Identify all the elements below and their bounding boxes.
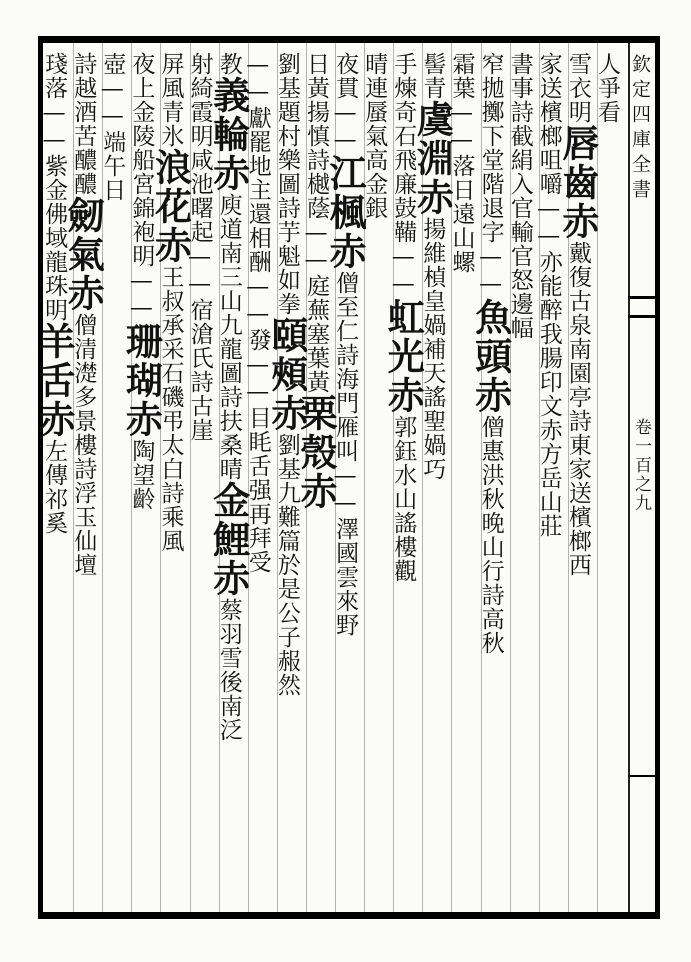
text-column (264, 52, 309, 904)
column-rule (131, 43, 132, 912)
gloss-text: 手煉奇石飛廉鼓鞴—— (390, 52, 417, 298)
gloss-text: 晴連蜃氣高金銀 (361, 52, 388, 220)
gloss-text: 家送檳榔咀嚼——亦能醉我腸印文赤方岳山莊 (535, 52, 562, 538)
gloss-text: 夜貫—— (332, 52, 359, 154)
margin-book-title: 欽定四庫全書 (629, 54, 651, 204)
text-column (32, 52, 77, 904)
border-top (38, 36, 660, 43)
text-column (206, 52, 251, 904)
gloss-text: 屏風青氷 (157, 52, 184, 148)
gloss-text: 日黃揚慎詩樾蔭——庭蕪塞葉黃 (302, 52, 329, 394)
gloss-text: 戴復古泉南園亭詩東家送檳榔西 (564, 241, 591, 577)
column-rule (568, 43, 569, 912)
gloss-text: 霜葉——落日遠山螺 (448, 52, 475, 274)
text-column (593, 52, 625, 904)
column-rule (481, 43, 482, 912)
gloss-text: 劉基九難篇於是公子赧然 (273, 433, 300, 697)
gloss-text: 人爭看 (593, 52, 620, 124)
gloss-text: 雪衣明 (564, 52, 591, 124)
text-column (186, 52, 218, 904)
text-column (381, 52, 426, 904)
text-column (293, 52, 338, 904)
headword: 金鯉赤 (206, 481, 251, 598)
headword: 江楓赤 (323, 154, 368, 271)
column-rule (539, 43, 540, 912)
headword: 唇齒赤 (555, 124, 600, 241)
gloss-text: 詩越酒苦醲醲 (70, 52, 97, 196)
column-rule (277, 43, 278, 912)
text-column (244, 52, 276, 904)
headword: 羊舌赤 (32, 322, 77, 439)
column-rule (393, 43, 394, 912)
text-column (361, 52, 392, 904)
gloss-text: 僧清濋多景樓詩浮玉仙壇 (70, 313, 97, 577)
margin-volume: 卷一百之九 (631, 418, 651, 513)
text-column (99, 52, 130, 904)
gloss-text: 劉基題村樂圖詩芋魁如拳 (273, 52, 300, 316)
border-bottom (38, 912, 660, 919)
column-rule (422, 43, 423, 912)
gloss-text: 蔡羽雪後南泛 (215, 598, 242, 742)
text-column (119, 52, 164, 904)
text-column (535, 52, 567, 904)
headword: 虞淵赤 (410, 100, 455, 217)
gloss-text: 王叔承采石磯弔太白詩乘風 (157, 265, 184, 553)
gloss-text: 髻青 (419, 52, 446, 100)
gloss-text: 書事詩截絹入官輸官怒邊幅 (506, 52, 533, 340)
gloss-text: 射綺霞明咸池曙起——宿滄氏詩古崖 (186, 52, 213, 442)
gloss-text: 僧惠洪秋晚山行詩高秋 (477, 415, 504, 655)
column-rule (73, 43, 74, 912)
headword: 栗殼赤 (293, 394, 338, 511)
text-column (148, 52, 193, 904)
text-column (448, 52, 479, 904)
gloss-text: 左傳祁奚 (41, 439, 68, 535)
headword: 魚頭赤 (468, 298, 513, 415)
border-right (655, 36, 660, 919)
headword: 義輪赤 (206, 76, 251, 193)
gloss-text: ——獻罷地主還相酬——發——目眊舌强再拜受 (244, 52, 271, 574)
gloss-text: 陶望齡 (128, 439, 155, 511)
gloss-text: 郭鈺水山謠樓觀 (390, 415, 417, 583)
column-rule (219, 43, 220, 912)
gloss-text: 壺——端午日 (99, 52, 126, 202)
text-column (323, 52, 368, 904)
column-rule (102, 43, 103, 912)
column-rule (510, 43, 511, 912)
column-rule (160, 43, 161, 912)
fishtail-mark (628, 296, 655, 318)
gloss-text: 僧至仁詩海門雁叫——澤國雲來野 (332, 271, 359, 637)
gloss-text: 琖落——紫金佛域龍珠明 (41, 52, 68, 322)
gloss-text: 窄拋擲下堂階退字—— (477, 52, 504, 298)
column-rule (306, 43, 307, 912)
gloss-text: 揚維楨皇媧補天謠聖媧巧 (419, 217, 446, 481)
gloss-text: 教 (215, 52, 242, 76)
gloss-text: 庾道南三山九龍圖詩扶桑晴 (215, 193, 242, 481)
text-column (468, 52, 513, 904)
margin-rule (628, 775, 655, 777)
headword: 虹光赤 (381, 298, 426, 415)
headword: 頤頰赤 (264, 316, 309, 433)
headword: 浪花赤 (148, 148, 193, 265)
headword: 劒氣赤 (61, 196, 106, 313)
text-column (506, 52, 538, 904)
text-column (555, 52, 600, 904)
gloss-text: 夜上金陵船宮錦袍明—— (128, 52, 155, 322)
text-column (61, 52, 106, 904)
headword: 珊瑚赤 (119, 322, 164, 439)
text-column (410, 52, 455, 904)
